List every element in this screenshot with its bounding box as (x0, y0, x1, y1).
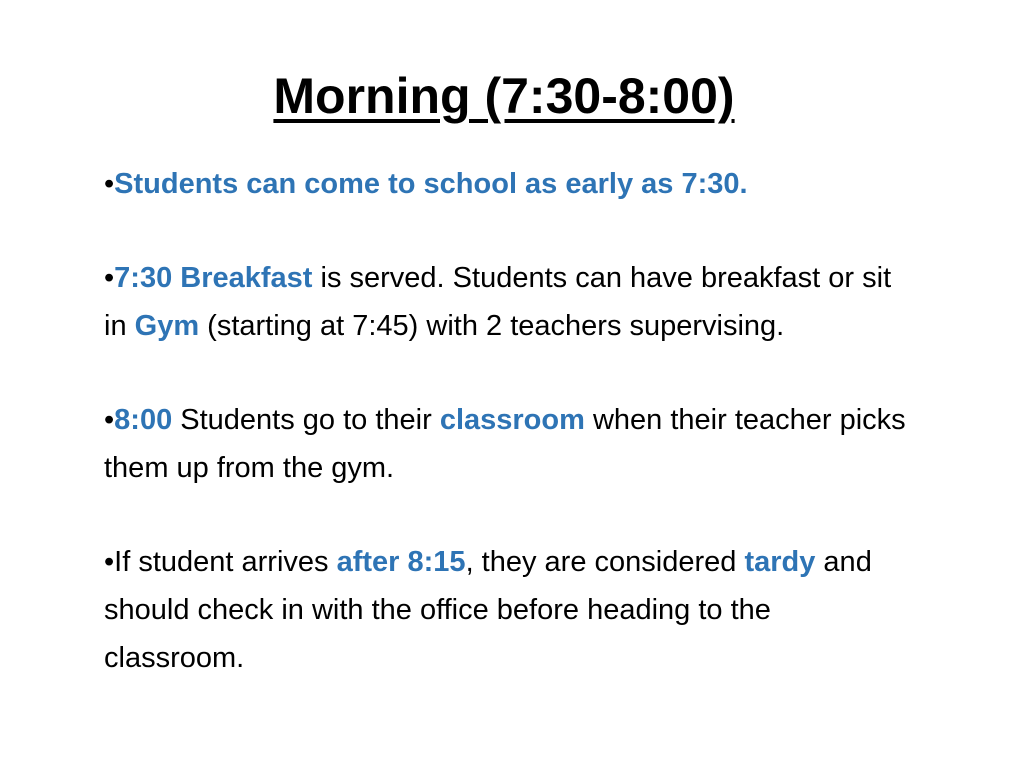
bullet-text-highlight: tardy (744, 546, 816, 578)
paragraph-spacer (104, 492, 914, 538)
bullet-item-early-arrival (104, 160, 914, 208)
bullet-text: If student arrives (114, 546, 337, 578)
bullet-text-highlight: Students can come to school as early as 7:30. (114, 168, 748, 200)
bullet-item-classroom (104, 396, 914, 492)
bullet-item-breakfast (104, 254, 914, 350)
paragraph-spacer (104, 350, 914, 396)
bullet-text: is served. Students can have breakfast or sit in (104, 262, 892, 342)
bullet-text-highlight: after 8:15 (336, 546, 466, 578)
bullet-text: and should check in with the office before heading to the classroom. (104, 546, 872, 674)
slide-body (104, 160, 914, 682)
bullet-marker: • (104, 262, 115, 294)
bullet-item-tardy (104, 538, 914, 682)
bullet-text: when their teacher picks them up from the gym. (104, 404, 906, 484)
bullet-text-highlight: classroom (439, 404, 585, 436)
paragraph-spacer (104, 208, 914, 254)
bullet-text-highlight: 8:00 (114, 404, 173, 436)
bullet-text: , they are considered (465, 546, 745, 578)
bullet-text-highlight: 7:30 Breakfast (114, 262, 313, 294)
bullet-text: Students go to their (172, 404, 440, 436)
bullet-text-highlight: Gym (134, 310, 200, 342)
bullet-text: (starting at 7:45) with 2 teachers supervising. (199, 310, 785, 342)
bullet-marker: • (104, 546, 115, 578)
bullet-marker: • (104, 404, 115, 436)
slide-title: Morning (7:30-8:00) (273, 68, 735, 124)
bullet-marker: • (104, 168, 115, 200)
